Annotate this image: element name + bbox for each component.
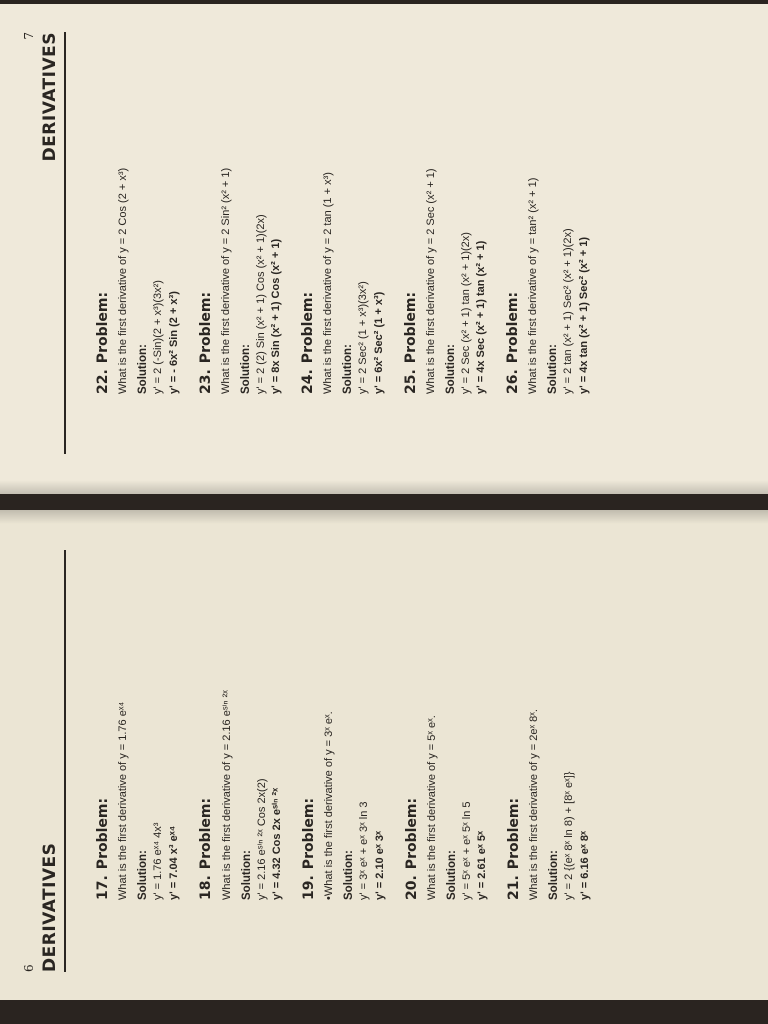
solution-label: Solution: xyxy=(239,344,252,394)
solution-line: y' = 7.04 x³ eˣ⁴ xyxy=(167,825,180,900)
solution-line: y' = 6x² Sec² (1 + x³) xyxy=(372,291,385,394)
problem-number: 18. xyxy=(197,875,214,900)
solution-label: Solution: xyxy=(137,850,149,900)
problem-number: 17. xyxy=(95,875,111,900)
problem-title: Problem: xyxy=(505,291,521,364)
problem-number: 25. xyxy=(402,369,419,394)
page-number: 6 xyxy=(22,964,36,972)
problem-question: What is the first derivative of y = 1.76 eˣ⁴ xyxy=(117,701,129,900)
gutter-shadow xyxy=(0,510,768,524)
problem-title: Problem: xyxy=(300,291,316,364)
problem-block xyxy=(95,540,182,900)
problem-number: 20. xyxy=(403,875,420,900)
problem-question: What is the first derivative of y = 2 tan (1 + x³) xyxy=(322,172,334,394)
problem-title: Problem: xyxy=(197,291,214,364)
problem-heading xyxy=(95,540,111,900)
problem-number: 24. xyxy=(300,369,316,394)
header-rule xyxy=(64,550,66,972)
problem-question: What is the first derivative of y = 2.16 eˢⁱⁿ ²ˣ xyxy=(220,690,233,900)
running-head: DERIVATIVES xyxy=(40,842,60,972)
solution-line: y' = 5ˣ eˣ + eˣ 5ˣ ln 5 xyxy=(460,801,473,900)
solution-label: Solution: xyxy=(444,344,457,394)
solution-line: y' = 4.32 Cos 2x eˢⁱⁿ ²ˣ xyxy=(271,787,284,900)
problem-list xyxy=(95,34,608,394)
solution-line: y' = 2.16 eˢⁱⁿ ²ˣ Cos 2x(2) xyxy=(255,778,268,900)
problem-question: What is the first derivative of y = 2 Sec (x² + 1) xyxy=(424,168,437,394)
problem-title: Problem: xyxy=(402,291,419,364)
problem-block xyxy=(95,34,182,394)
solution-line: y' = 2 {(eˣ 8ˣ ln 8) + [8ˣ eˣ]} xyxy=(563,771,575,900)
problem-question: •What is the first derivative of y = 3ˣ eˣ. xyxy=(323,711,335,900)
problem-heading xyxy=(301,540,317,900)
problem-title: Problem: xyxy=(197,797,214,870)
right-page xyxy=(0,4,768,494)
problem-block xyxy=(301,540,388,900)
solution-line: y' = 2.10 eˣ 3ˣ xyxy=(373,830,386,900)
problem-question: What is the first derivative of y = 2eˣ 8ˣ. xyxy=(528,709,540,900)
solution-label: Solution: xyxy=(343,850,355,900)
problem-heading xyxy=(300,34,316,394)
solution-label: Solution: xyxy=(548,850,560,900)
problem-heading xyxy=(506,540,522,900)
problem-number: 19. xyxy=(301,875,317,900)
problem-block xyxy=(198,540,286,900)
solution-label: Solution: xyxy=(137,344,149,394)
problem-heading xyxy=(198,540,214,900)
solution-line: y' = - 6x² Sin (2 + x³) xyxy=(167,291,180,394)
solution-label: Solution: xyxy=(240,850,253,900)
page-number: 7 xyxy=(22,32,36,40)
running-head: DERIVATIVES xyxy=(40,32,60,162)
problem-heading xyxy=(198,34,214,394)
problem-heading xyxy=(404,540,420,900)
problem-question: What is the first derivative of y = tan² (x² + 1) xyxy=(527,177,539,394)
problem-list xyxy=(95,540,609,900)
problem-title: Problem: xyxy=(95,291,111,364)
problem-block xyxy=(506,540,593,900)
solution-line: y' = 8x Sin (x² + 1) Cos (x² + 1) xyxy=(270,238,283,394)
solution-line: y' = 6.16 eˣ 8ˣ xyxy=(578,830,591,900)
left-page xyxy=(0,510,768,1000)
problem-question: What is the first derivative of y = 2 Cos (2 + x³) xyxy=(117,167,129,394)
solution-line: y' = 3ˣ eˣ + eˣ 3ˣ ln 3 xyxy=(358,801,370,900)
solution-label: Solution: xyxy=(342,344,354,394)
header-rule xyxy=(64,32,66,454)
problem-title: Problem: xyxy=(506,797,522,870)
solution-label: Solution: xyxy=(547,344,559,394)
problem-title: Problem: xyxy=(403,797,420,870)
problem-title: Problem: xyxy=(301,797,317,870)
solution-line: y' = 2 (-Sin)(2 + x³)(3x²) xyxy=(152,280,164,394)
problem-number: 21. xyxy=(506,875,522,900)
solution-line: y' = 1.76 eˣ⁴ 4x³ xyxy=(152,822,164,900)
solution-line: y' = 2.61 eˣ 5ˣ xyxy=(476,830,489,900)
solution-label: Solution: xyxy=(445,850,458,900)
problem-heading xyxy=(403,34,419,394)
problem-number: 23. xyxy=(197,369,214,394)
problem-title: Problem: xyxy=(95,797,111,870)
solution-line: y' = 2 Sec² (1 + x³)(3x²) xyxy=(357,281,369,394)
problem-block xyxy=(404,540,491,900)
gutter-shadow xyxy=(0,480,768,494)
problem-heading xyxy=(95,34,111,394)
problem-number: 22. xyxy=(95,369,111,394)
solution-line: y' = 4x tan (x² + 1) Sec² (x² + 1) xyxy=(577,237,590,394)
problem-block xyxy=(198,34,285,394)
problem-number: 26. xyxy=(505,369,521,394)
solution-line: y' = 2 tan (x² + 1) Sec² (x² + 1)(2x) xyxy=(562,228,574,394)
solution-line: y' = 2 (2) Sin (x² + 1) Cos (x² + 1)(2x) xyxy=(254,214,267,394)
solution-line: y' = 4x Sec (x² + 1) tan (x² + 1) xyxy=(475,240,488,394)
problem-heading xyxy=(505,34,521,394)
problem-block xyxy=(403,34,490,394)
problem-question: What is the first derivative of y = 2 Sin² (x² + 1) xyxy=(219,167,232,394)
problem-question: What is the first derivative of y = 5ˣ eˣ. xyxy=(425,715,438,900)
problem-block xyxy=(505,34,592,394)
solution-line: y' = 2 Sec (x² + 1) tan (x² + 1)(2x) xyxy=(459,232,472,394)
problem-block xyxy=(300,34,387,394)
